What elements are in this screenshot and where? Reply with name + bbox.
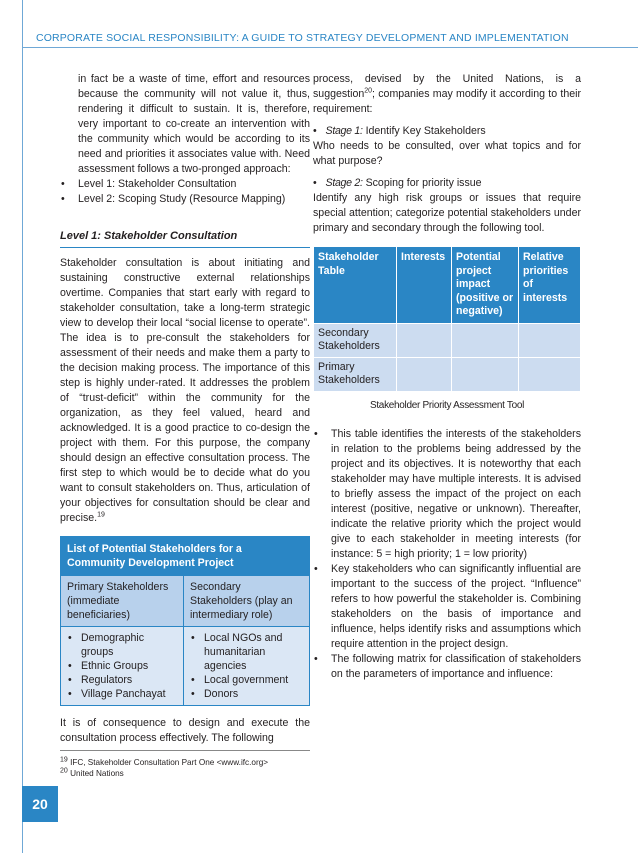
col-stakeholder-table: Stakeholder Table — [314, 247, 397, 324]
primary-item: • Regulators — [67, 673, 177, 687]
primary-stakeholders-cell — [61, 627, 184, 706]
footnote-ref-19: 19 — [97, 511, 105, 519]
header-rule — [22, 47, 638, 48]
primary-item: • Demographic groups — [67, 631, 177, 659]
stage-1-label: Stage 1: — [325, 125, 363, 137]
priority-assessment-table — [313, 246, 581, 392]
footnote-rule — [60, 750, 310, 751]
intro-paragraph: in fact be a waste of time, effort and resources because the community will not value it, thus, rendering it difficult to sustain. It is, therefore, very important to co-create an intervention with the community which would be according to its need and priorities it associates value with. Need assessment follows a two-pronged approach: — [78, 73, 310, 175]
stage-1-description: Who needs to be consulted, over what topics and for what purpose? — [313, 140, 581, 167]
col-potential-impact: Potential project impact (positive or negative) — [452, 247, 519, 324]
stage-2-text: Scoping for priority issue — [362, 177, 482, 189]
section-heading: Level 1: Stakeholder Consultation — [60, 229, 310, 248]
table-caption: Stakeholder Priority Assessment Tool — [369, 399, 525, 411]
bullet-matrix: • The following matrix for classification of stakeholders on the parameters of importance and influence: — [313, 652, 581, 682]
secondary-stakeholders-head: Secondary Stakeholders (play an intermediary role) — [184, 576, 310, 627]
stage-2-label: Stage 2: — [325, 177, 363, 189]
running-header: CORPORATE SOCIAL RESPONSIBILITY: A GUIDE TO STRATEGY DEVELOPMENT AND IMPLEMENTATION — [36, 32, 569, 44]
page-number: 20 — [22, 786, 58, 822]
footnote-20: $^{20}$ United Nations — [60, 767, 124, 778]
intro-bullet-list — [60, 177, 310, 207]
col-interests: Interests — [397, 247, 452, 324]
closing-paragraph: It is of consequence to design and execute the consultation process effectively. The following — [60, 717, 310, 744]
stage-2: • Stage 2: Scoping for priority issue — [313, 177, 482, 189]
left-column — [60, 72, 310, 746]
un-process-paragraph: process, devised by the United Nations, is a suggestion$^{20}$; companies may modify it according to their requirement: — [313, 73, 581, 115]
footnote-19: $^{19}$ IFC, Stakeholder Consultation Part One <www.ifc.org> — [60, 756, 269, 767]
consultation-paragraph — [60, 256, 310, 526]
intro-bullet-level1: • Level 1: Stakeholder Consultation — [60, 177, 310, 192]
row-primary-stakeholders: Primary Stakeholders — [314, 357, 397, 391]
left-margin-rule — [22, 0, 23, 853]
stage-2-description: Identify any high risk groups or issues that require special attention; categorize potential stakeholders under primary and secondary through the following tool. — [313, 192, 581, 234]
footnote-ref-20: 20 — [364, 87, 373, 95]
intro-bullet-level2: • Level 2: Scoping Study (Resource Mapping) — [60, 192, 310, 207]
primary-stakeholders-head: Primary Stakeholders (immediate beneficiaries) — [61, 576, 184, 627]
right-column — [313, 72, 581, 682]
secondary-item: • Donors — [190, 687, 303, 701]
bullet-key-stakeholders: • Key stakeholders who can significantly influential are important to the success of the project. “Influence” refers to how powerful the stakeholder is. Combining stakeholders on the basis of importance and influence, helps identify risks and assumptions which require attention in the project design. — [313, 562, 581, 652]
stage-1-text: Identify Key Stakeholders — [362, 125, 486, 137]
row-secondary-stakeholders: Secondary Stakeholders — [314, 323, 397, 357]
consultation-text: Stakeholder consultation is about initiating and sustaining constructive external relationships overtime. Companies that start early with regard to stakeholder consultation, take a long-term strategic view to develop their local “social license to operate”. The idea is to pre-consult the stakeholders for assessment of their needs and make them a party to the decision making process. The importance of this step is highly under-rated. It addresses the problem of “trust-deficit” within the community for the organization, as they feel valued, heard and acknowledged. It is a good practice to co-design the project with them. For this purpose, the company should design an effective consultation process. The first step to which would be to decide what do you want to consult stakeholders on. Thus, articulation of your objectives for consultation should be clear and precise. — [60, 257, 310, 524]
secondary-item: • Local government — [190, 673, 303, 687]
stage-1: • Stage 1: Identify Key Stakeholders — [313, 125, 486, 137]
primary-item: • Ethnic Groups — [67, 659, 177, 673]
footnotes — [60, 757, 268, 779]
right-bullet-list — [313, 427, 581, 682]
secondary-item: • Local NGOs and humanitarian agencies — [190, 631, 303, 673]
bullet-table-explanation: • This table identifies the interests of the stakeholders in relation to the problems being addressed by the project and its objectives. It is noteworthy that each stakeholder may have multiple interests. It is advised to briefly assess the impact of the project on each interest (positive, negative or unknown). Thereafter, indicate the relative priority which the project would give to each stakeholder in meeting interests (for instance: 5 = high priority; 1 = low priority) — [313, 427, 581, 562]
secondary-stakeholders-cell — [184, 627, 310, 706]
stakeholder-list-table — [60, 536, 310, 706]
col-relative-priorities: Relative priorities of interests — [519, 247, 581, 324]
stakeholder-table-title: List of Potential Stakeholders for a Community Development Project — [61, 537, 310, 576]
primary-item: • Village Panchayat — [67, 687, 177, 701]
